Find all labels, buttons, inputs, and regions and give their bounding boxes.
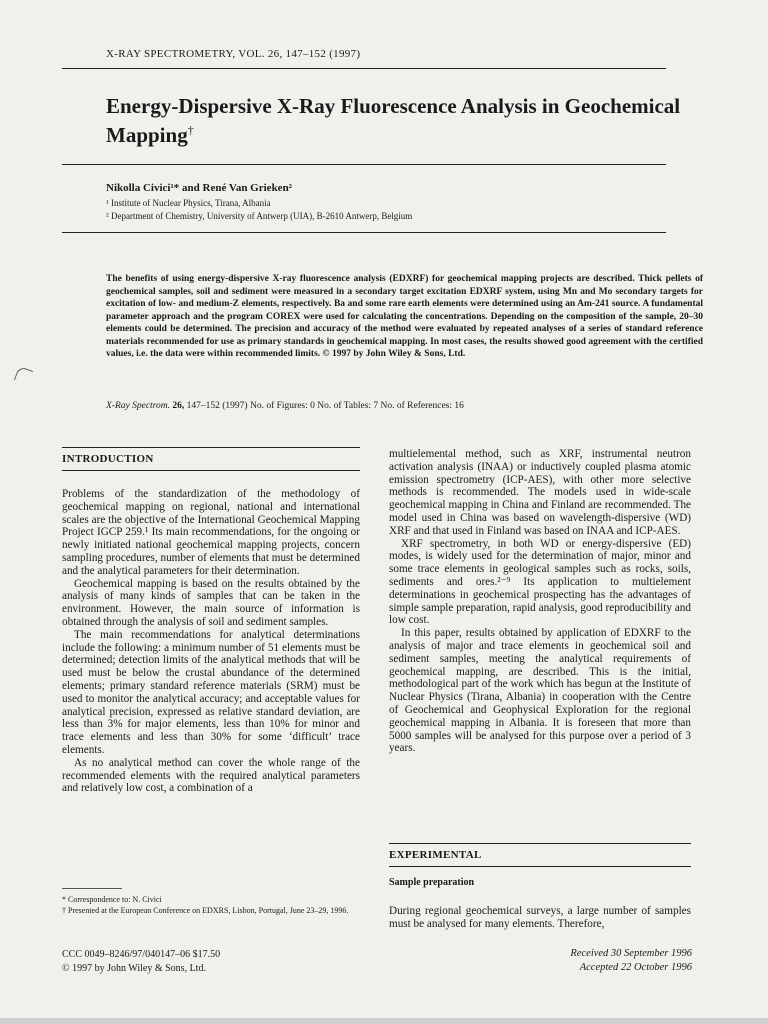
intro-paragraph-4: As no analytical method can cover the whole range of the recommended elements with the required analytical parameters and relatively low cost, a combination of a (62, 756, 360, 795)
experimental-rule-bottom (389, 866, 691, 867)
footnote-presented: † Presented at the European Conference on EDXRS, Lisbon, Portugal, June 23–29, 1996. (62, 906, 349, 915)
paper-title-text: Energy-Dispersive X-Ray Fluorescence Analysis in Geochemical Mapping (106, 94, 681, 147)
scan-mark (14, 366, 33, 385)
copyright-line: © 1997 by John Wiley & Sons, Ltd. (62, 963, 206, 974)
citation-volume: 26, (172, 401, 185, 411)
footnote-rule (62, 888, 122, 889)
sample-preparation-subheading: Sample preparation (389, 877, 475, 888)
received-date: Received 30 September 1996 (570, 948, 692, 959)
abstract: The benefits of using energy-dispersive X-ray fluorescence analysis (EDXRF) for geochemical mapping projects are described. Thick pellets of geochemical samples, soil and sediment were measured in a secondary target excitation EDXRF system, using Mn and Mo secondary targets for excitation of low- and medium-Z elements, respectively. Ba and some rare earth elements were determined using an Am-241 source. A fundamental parameter approach and the program COREX were used for calculating the concentrations. Depending on the composition of the sample, 20–30 elements could be determined. The precision and accuracy of the method were evaluated by repeated analyses of a series of standard reference materials recommended for use as primary standards in geochemical mapping. In most cases, the results showed good agreement with the certified values, i.e. the data were within recommended limits. © 1997 by John Wiley & Sons, Ltd. (106, 274, 703, 359)
author-list: Nikolla Civici¹* and René Van Grieken² (106, 182, 292, 194)
left-column-text (62, 488, 360, 795)
paper-title (106, 94, 706, 147)
footnote-correspondence: * Correspondence to: N. Civici (62, 895, 162, 904)
right-paragraph-1: multielemental method, such as XRF, instrumental neutron activation analysis (INAA) or inductively coupled plasma atomic emission spectrometry (ICP-AES), with other more selective methods is recommended. The models used in wide-scale geochemical mapping in China and Finland are recommended. The model used in China was based on wavelength-dispersive (WD) XRF and that used in Finland was based on INAA and ICP-AES. (389, 448, 691, 537)
experimental-rule-top (389, 843, 691, 844)
intro-paragraph-1: Problems of the standardization of the methodology of geochemical mapping on regional, national and international scales are the objective of the International Geochemical Mapping Project IGCP 259.¹ Its main recommendations, for the ongoing or newly initiated national geochemical mapping projects, concern sampling procedures, number of elements that must be determined and the analytical parameters for their determination. (62, 488, 360, 577)
intro-rule-top (62, 447, 360, 448)
intro-paragraph-2: Geochemical mapping is based on the results obtained by the analysis of many kinds of samples that can be taken in the environment. However, the main source of information is obtained through the analysis of soil and sediment samples. (62, 577, 360, 628)
affiliation-1: ¹ Institute of Nuclear Physics, Tirana, Albania (106, 198, 271, 208)
intro-rule-bottom (62, 470, 360, 471)
experimental-paragraph: During regional geochemical surveys, a large number of samples must be analysed for many elements. Therefore, (389, 905, 691, 930)
affiliation-2: ² Department of Chemistry, University of Antwerp (UIA), B-2610 Antwerp, Belgium (106, 211, 413, 221)
right-column-text (389, 448, 691, 755)
title-dagger: † (187, 123, 194, 137)
experimental-heading: EXPERIMENTAL (389, 849, 482, 861)
scan-edge (0, 1018, 768, 1024)
introduction-heading: INTRODUCTION (62, 453, 154, 465)
journal-running-head: X-RAY SPECTROMETRY, VOL. 26, 147–152 (1997) (106, 48, 361, 60)
header-rule (62, 68, 666, 69)
ccc-code: CCC 0049–8246/97/040147–06 $17.50 (62, 949, 221, 960)
authors-rule (62, 232, 666, 233)
citation-details: 147–152 (1997) No. of Figures: 0 No. of Tables: 7 No. of References: 16 (186, 401, 464, 411)
right-paragraph-2: XRF spectrometry, in both WD or energy-dispersive (ED) modes, is widely used for the determination of major, minor and some trace elements in geological samples such as rocks, soils, sediments and ores.²⁻⁹ Its application to multielement determinations in geochemical prospecting has the advantages of simple sample preparation, rapid analysis, good reproducibility and low cost. (389, 537, 691, 627)
citation-line (106, 401, 464, 411)
right-paragraph-3: In this paper, results obtained by application of EDXRF to the analysis of major and trace elements in geochemical soil and sediment samples, meeting the analytical requirements of geochemical mapping, are described. This is the initial, methodological part of the work which has begun at the Institute of Nuclear Physics (Tirana, Albania) in cooperation with the Centre of Geochemical and Geophysical Exploration for the regional geochemical mapping in Albania. It is foreseen that more than 5000 samples will be analysed for this purpose over a period of 3 years. (389, 627, 691, 755)
accepted-date: Accepted 22 October 1996 (579, 962, 692, 973)
citation-journal: X-Ray Spectrom. (106, 401, 171, 411)
intro-paragraph-3: The main recommendations for analytical determinations include the following: a minimum number of 51 elements must be determined; detection limits of the analytical methods that will be used must be below the crustal abundance of the determined elements; primary standard reference materials (SRM) must be used to monitor the analytical accuracy; and acceptable values for analytical precision, expressed as relative standard deviation, are less than 3% for major elements, less than 10% for minor and trace elements and less than 30% for some ‘difficult’ trace elements. (62, 628, 360, 756)
title-rule (62, 164, 666, 165)
